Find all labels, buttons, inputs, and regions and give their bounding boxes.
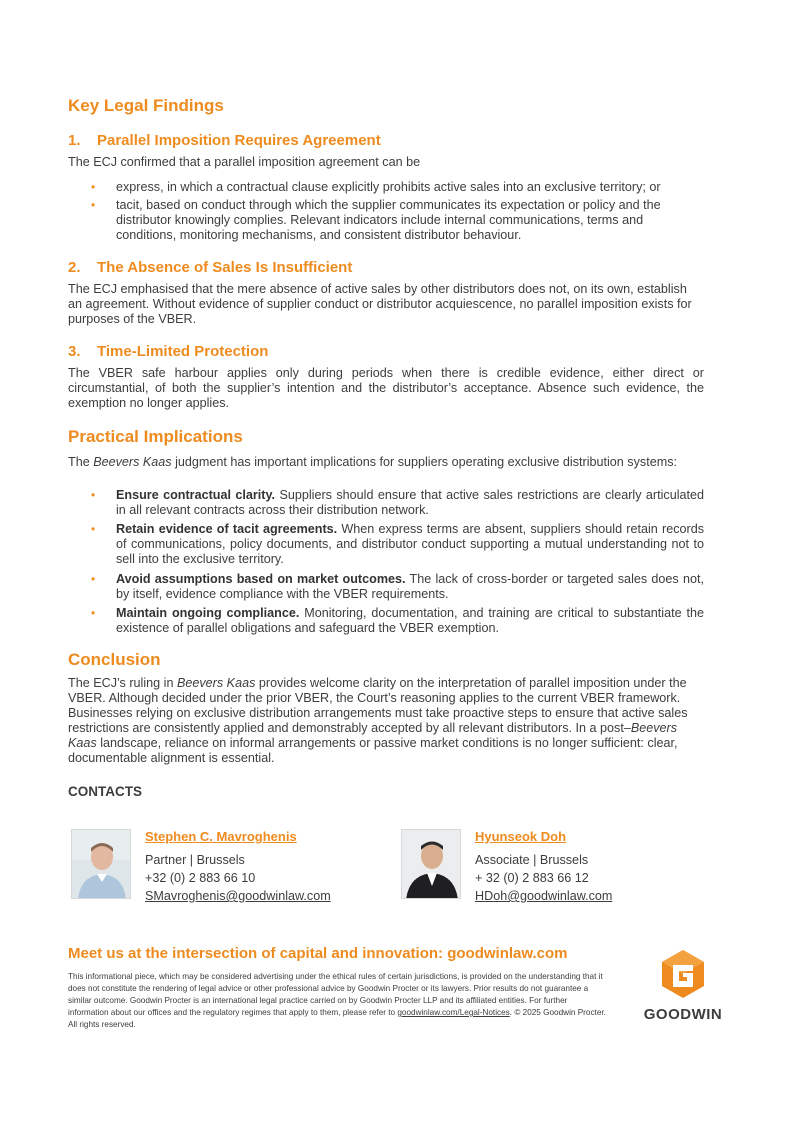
finding-3-title: Time-Limited Protection	[97, 343, 269, 360]
bullet-icon: •	[91, 572, 96, 586]
bullet-icon: •	[91, 488, 96, 502]
goodwin-hexagon-g-icon	[637, 948, 729, 1004]
goodwin-logo	[637, 948, 729, 1028]
contacts-heading: CONTACTS	[68, 784, 142, 799]
contact-email-link[interactable]: SMavroghenis@goodwinlaw.com	[145, 889, 331, 903]
logo-wordmark: GOODWIN	[643, 1006, 723, 1023]
finding-3-heading	[68, 343, 704, 360]
contact-role: Partner | Brussels	[145, 853, 245, 867]
conclusion-heading: Conclusion	[68, 650, 161, 669]
avatar	[401, 829, 461, 899]
practical-list	[68, 488, 704, 636]
finding-2-title: The Absence of Sales Is Insufficient	[97, 259, 353, 276]
finding-2-heading	[68, 259, 704, 276]
list-item: • tacit, based on conduct through which the supplier communicates its expectation or policy and the distributor knowingly complies. Relevant indicators include internal communications, terms and conditions, monitoring mechanisms, and consistent distributor behaviour.	[91, 198, 661, 242]
conclusion-body: The ECJ’s ruling in Beevers Kaas provides welcome clarity on the interpretation of parallel imposition under the VBER. Although decided under the prior VBER, the Court’s reasoning applies to the current VBER framework. Businesses relying on exclusive distribution arrangements must take proactive steps to ensure that active sales restrictions are consistently applied and demonstrably accepted by all relevant distributors. In a post–Beevers Kaas landscape, reliance on informal arrangements or passive market conditions is no longer sufficient: clear, documentable alignment is essential.	[68, 676, 688, 765]
list-item: • Retain evidence of tacit agreements. When express terms are absent, suppliers should retain records of communications, policy documents, and distributor conduct supporting a mutual understanding not to sell into the exclusive territory.	[91, 522, 704, 566]
list-item: • express, in which a contractual clause explicitly prohibits active sales into an exclusive territory; or	[91, 180, 661, 194]
list-item: • Ensure contractual clarity. Suppliers should ensure that active sales restrictions are clearly articulated in all relevant contracts across their distribution network.	[91, 488, 705, 517]
finding-3-number: 3.	[68, 343, 81, 360]
list-item: • Maintain ongoing compliance. Monitoring, documentation, and training are critical to substantiate the existence of parallel obligations and safeguard the VBER exemption.	[91, 606, 704, 635]
person-photo-icon	[402, 830, 461, 899]
footer-tagline: Meet us at the intersection of capital and innovation: goodwinlaw.com	[68, 945, 568, 962]
finding-1-list	[68, 180, 704, 243]
contact-info	[475, 829, 612, 905]
finding-1-title: Parallel Imposition Requires Agreement	[97, 132, 381, 149]
finding-1-heading	[68, 132, 704, 149]
person-photo-icon	[72, 830, 131, 899]
bullet-icon: •	[91, 522, 96, 536]
contact-email-link[interactable]: HDoh@goodwinlaw.com	[475, 889, 613, 903]
contact-phone: +32 (0) 2 883 66 10	[145, 871, 256, 885]
list-item: • Avoid assumptions based on market outcomes. The lack of cross-border or targeted sales does not, by itself, evidence compliance with the VBER requirements.	[91, 572, 704, 601]
finding-1-number: 1.	[68, 132, 81, 149]
bullet-icon: •	[91, 198, 96, 212]
finding-2-body: The ECJ emphasised that the mere absence of active sales by other distributors does not, on its own, establish an agreement. Without evidence of supplier conduct or distributor acquiescence, no parallel imposition exists for purposes of the VBER.	[68, 282, 692, 326]
legal-disclaimer: This informational piece, which may be considered advertising under the ethical rules of certain jurisdictions, is provided on the understanding that it does not constitute the rendering of legal advice or other professional advice by Goodwin Procter or its lawyers. Prior results do not guarantee a similar outcome. Goodwin Procter is an international legal practice carried on by Goodwin Procter LLP and its affiliated entities. For further information about our offices and the regulatory regimes that apply to them, please refer to goodwinlaw.com/Legal-Notices. © 2025 Goodwin Procter. All rights reserved.	[68, 972, 606, 1029]
document-body	[68, 96, 704, 799]
finding-3-body: The VBER safe harbour applies only during periods when there is credible evidence, either direct or circumstantial, of both the supplier’s intention and the distributor’s acceptance. Absence such evidence, the exemption no longer applies.	[68, 366, 704, 410]
bullet-icon: •	[91, 180, 96, 194]
contact-card-doh	[401, 829, 612, 905]
key-findings-heading: Key Legal Findings	[68, 96, 224, 115]
practical-implications-heading: Practical Implications	[68, 427, 243, 446]
contact-card-mavroghenis	[71, 829, 331, 905]
bullet-icon: •	[91, 606, 96, 620]
finding-2-number: 2.	[68, 259, 81, 276]
contact-role: Associate | Brussels	[475, 853, 589, 867]
contact-phone: + 32 (0) 2 883 66 12	[475, 871, 589, 885]
finding-1-intro: The ECJ confirmed that a parallel imposition agreement can be	[68, 155, 421, 169]
contact-name-link[interactable]: Hyunseok Doh	[475, 829, 567, 844]
contact-name-link[interactable]: Stephen C. Mavroghenis	[145, 829, 297, 844]
practical-intro: The Beevers Kaas judgment has important implications for suppliers operating exclusive distribution systems:	[68, 455, 677, 469]
legal-notices-link[interactable]: goodwinlaw.com/Legal-Notices	[397, 1008, 510, 1017]
avatar	[71, 829, 131, 899]
contact-info	[145, 829, 331, 905]
